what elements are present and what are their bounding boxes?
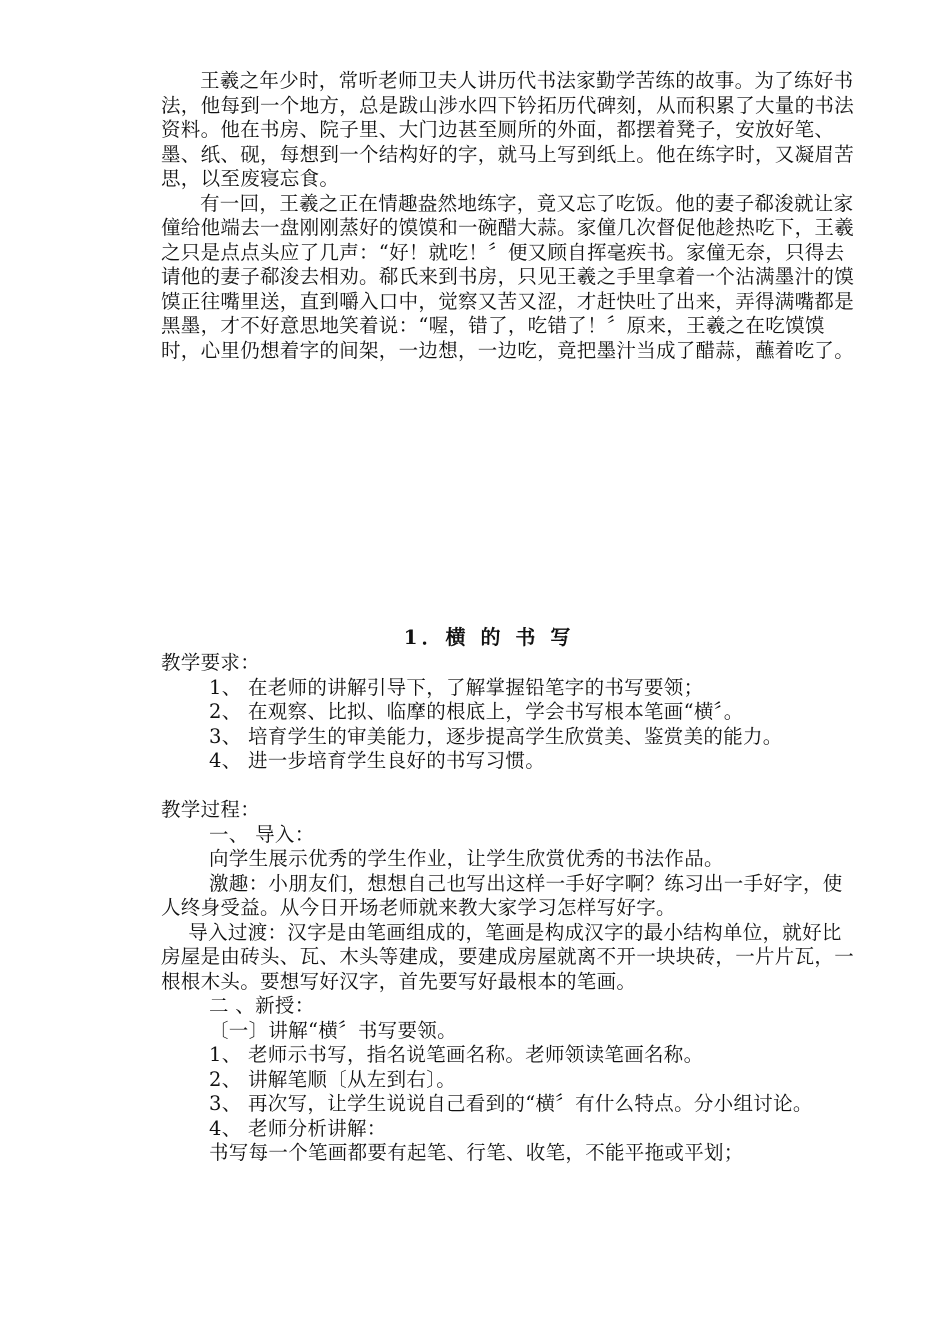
final-line: 书写每一个笔画都要有起笔、行笔、收笔，不能平拖或平划； bbox=[209, 1141, 744, 1164]
section-heading: 一、 导入： bbox=[209, 822, 315, 846]
spacer bbox=[161, 774, 861, 799]
requirement-item: 3、 培育学生的审美能力，逐步提高学生欣赏美、鉴赏美的能力。 bbox=[209, 724, 783, 748]
section-paragraph: 向学生展示优秀的学生作业，让学生欣赏优秀的书法作品。 bbox=[209, 847, 724, 870]
requirement-item: 4、 进一步培育学生良好的书写习惯。 bbox=[209, 749, 546, 772]
section-heading: 二 、新授： bbox=[209, 994, 315, 1017]
step-item: 3、 再次写，让学生说说自己看到的“横〞有什么特点。分小组讨论。 bbox=[209, 1092, 813, 1115]
transition-paragraph: 导入过渡：汉字是由笔画组成的，笔画是构成汉字的最小结构单位，就好比房屋是由砖头、瓦、木头等建成，要建成房屋就离不开一块块砖，一片片瓦，一根根木头。要想写好汉字，首先要写好最根本的笔画。 bbox=[161, 920, 855, 993]
requirement-item: 2、 在观察、比拟、临摩的根底上，学会书写根本笔画“横〞。 bbox=[209, 700, 744, 723]
process-heading: 教学过程： bbox=[161, 798, 261, 821]
story-paragraph: 王羲之年少时，常听老师卫夫人讲历代书法家勤学苦练的故事。为了练好书法，他每到一个地方，总是跋山涉水四下钤拓历代碑刻，从而积累了大量的书法资料。他在书房、院子里、大门边甚至厕所的外面，都摆着凳子，安放好笔、墨、纸、砚，每想到一个结构好的字，就马上写到纸上。他在练字时，又凝眉苦思，以至废寝忘食。 bbox=[161, 69, 855, 190]
story-paragraph: 有一回，王羲之正在情趣盎然地练字，竟又忘了吃饭。他的妻子郗浚就让家僮给他端去一盘刚刚蒸好的馍馍和一碗醋大蒜。家僮几次督促他趁热吃下，王羲之只是点点头应了几声：“好！就吃！〞便又顾自挥毫疾书。家僮无奈，只得去请他的妻子郗浚去相劝。郗氏来到书房，只见王羲之手里拿着一个沾满墨汁的馍馍正往嘴里送，直到嚼入口中，觉察又苦又涩，才赶快吐了出来，弄得满嘴都是黑墨，才不好意思地笑着说：“喔，错了，吃错了！〞原来，王羲之在吃馍馍时，心里仍想着字的间架，一边想，一边吃，竟把墨汁当成了醋蒜，蘸着吃了。 bbox=[161, 191, 855, 362]
step-item: 1、 老师示书写，指名说笔画名称。老师领读笔画名称。 bbox=[209, 1043, 704, 1066]
section-paragraph: 激趣：小朋友们，想想自己也写出这样一手好字啊？练习出一手好字，使人终身受益。从今日开场老师就来教大家学习怎样写好字。 bbox=[161, 871, 843, 919]
subsection-heading: 〔一〕讲解“横〞书写要领。 bbox=[209, 1018, 457, 1042]
step-item: 4、 老师分析讲解： bbox=[209, 1116, 387, 1140]
step-item: 2、 讲解笔顺〔从左到右〕。 bbox=[209, 1067, 457, 1091]
story-section bbox=[161, 69, 861, 363]
requirement-item: 1、 在老师的讲解引导下，了解掌握铅笔字的书写要领； bbox=[209, 675, 704, 699]
requirements-heading: 教学要求： bbox=[161, 651, 261, 674]
lesson-section bbox=[161, 651, 861, 1166]
lesson-title: 1．横 的 书 写 bbox=[403, 625, 575, 649]
